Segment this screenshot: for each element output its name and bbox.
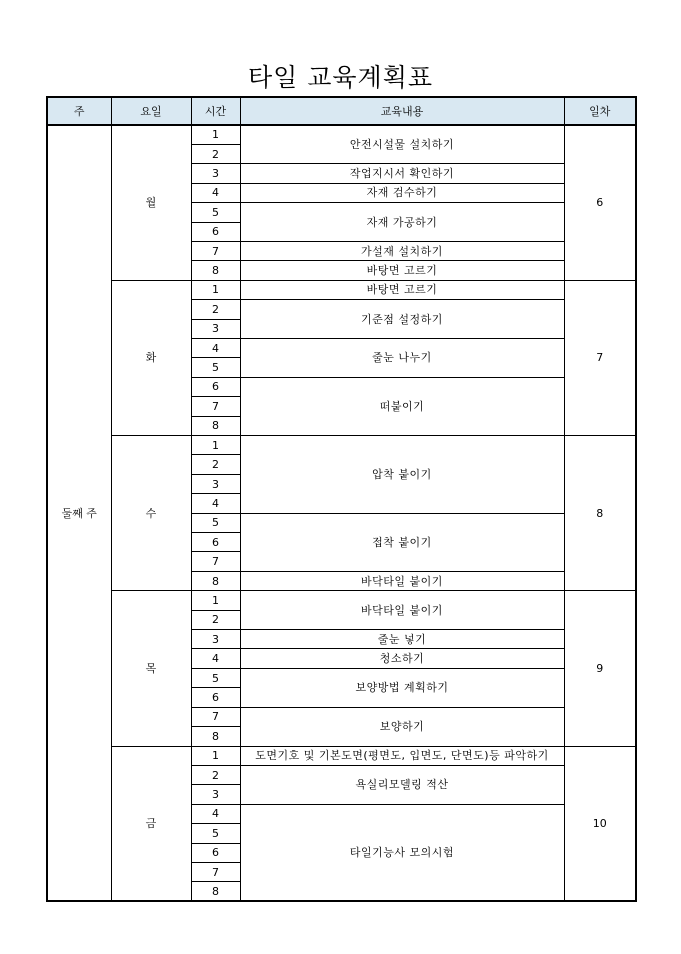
content-cell: 줄눈 나누기 — [240, 338, 564, 377]
hour-cell: 3 — [191, 630, 240, 649]
hour-cell: 5 — [191, 358, 240, 377]
week-label: 둘째 주 — [47, 125, 111, 901]
content-cell: 떠붙이기 — [240, 377, 564, 435]
content-cell: 타일기능사 모의시험 — [240, 804, 564, 901]
hour-cell: 6 — [191, 377, 240, 396]
hour-cell: 7 — [191, 552, 240, 571]
header-hour: 시간 — [191, 97, 240, 125]
table-body — [47, 125, 636, 901]
hour-cell: 3 — [191, 474, 240, 493]
header-week: 주 — [47, 97, 111, 125]
hour-cell: 3 — [191, 319, 240, 338]
hour-cell: 1 — [191, 591, 240, 610]
content-cell: 접착 붙이기 — [240, 513, 564, 571]
hour-cell: 4 — [191, 183, 240, 202]
hour-cell: 5 — [191, 668, 240, 687]
weekday-cell: 월 — [111, 125, 191, 280]
content-cell: 줄눈 넣기 — [240, 630, 564, 649]
content-cell: 청소하기 — [240, 649, 564, 668]
content-cell: 가설재 설치하기 — [240, 241, 564, 260]
hour-cell: 6 — [191, 533, 240, 552]
hour-cell: 7 — [191, 241, 240, 260]
content-cell: 바닥타일 붙이기 — [240, 571, 564, 590]
header-weekday: 요일 — [111, 97, 191, 125]
content-cell: 욕실리모델링 적산 — [240, 765, 564, 804]
weekday-cell: 목 — [111, 591, 191, 746]
hour-cell: 8 — [191, 727, 240, 746]
content-cell: 자재 검수하기 — [240, 183, 564, 202]
table-row — [47, 746, 636, 765]
content-cell: 자재 가공하기 — [240, 203, 564, 242]
hour-cell: 8 — [191, 882, 240, 901]
weekday-cell: 금 — [111, 746, 191, 901]
content-cell: 작업지시서 확인하기 — [240, 164, 564, 183]
content-cell: 바탕면 고르기 — [240, 261, 564, 280]
weekday-cell: 화 — [111, 280, 191, 435]
table-row — [47, 280, 636, 299]
hour-cell: 4 — [191, 649, 240, 668]
header-content: 교육내용 — [240, 97, 564, 125]
hour-cell: 4 — [191, 494, 240, 513]
hour-cell: 5 — [191, 824, 240, 843]
table-row — [47, 125, 636, 144]
hour-cell: 8 — [191, 571, 240, 590]
hour-cell: 2 — [191, 765, 240, 784]
day-number-cell: 6 — [564, 125, 636, 280]
page-title: 타일 교육계획표 — [248, 63, 433, 92]
header-day-number: 일차 — [564, 97, 636, 125]
hour-cell: 1 — [191, 280, 240, 299]
hour-cell: 7 — [191, 707, 240, 726]
table-row — [47, 591, 636, 610]
table-header-row — [47, 97, 636, 125]
content-cell: 바닥타일 붙이기 — [240, 591, 564, 630]
content-cell: 압착 붙이기 — [240, 436, 564, 514]
weekday-cell: 수 — [111, 436, 191, 591]
hour-cell: 3 — [191, 785, 240, 804]
content-cell: 기준점 설정하기 — [240, 300, 564, 339]
hour-cell: 1 — [191, 125, 240, 144]
hour-cell: 4 — [191, 338, 240, 357]
hour-cell: 5 — [191, 513, 240, 532]
content-cell: 보양하기 — [240, 707, 564, 746]
hour-cell: 4 — [191, 804, 240, 823]
content-cell: 바탕면 고르기 — [240, 280, 564, 299]
hour-cell: 8 — [191, 416, 240, 435]
day-number-cell: 7 — [564, 280, 636, 435]
hour-cell: 1 — [191, 746, 240, 765]
hour-cell: 2 — [191, 300, 240, 319]
day-number-cell: 9 — [564, 591, 636, 746]
hour-cell: 7 — [191, 862, 240, 881]
content-cell: 안전시설물 설치하기 — [240, 125, 564, 164]
hour-cell: 5 — [191, 203, 240, 222]
hour-cell: 6 — [191, 688, 240, 707]
hour-cell: 2 — [191, 610, 240, 629]
education-plan-table — [46, 96, 637, 902]
hour-cell: 3 — [191, 164, 240, 183]
hour-cell: 6 — [191, 222, 240, 241]
hour-cell: 8 — [191, 261, 240, 280]
day-number-cell: 10 — [564, 746, 636, 901]
content-cell: 보양방법 계획하기 — [240, 668, 564, 707]
hour-cell: 7 — [191, 397, 240, 416]
table-row — [47, 436, 636, 455]
hour-cell: 1 — [191, 436, 240, 455]
hour-cell: 6 — [191, 843, 240, 862]
day-number-cell: 8 — [564, 436, 636, 591]
hour-cell: 2 — [191, 144, 240, 163]
hour-cell: 2 — [191, 455, 240, 474]
content-cell: 도면기호 및 기본도면(평면도, 입면도, 단면도)등 파악하기 — [240, 746, 564, 765]
